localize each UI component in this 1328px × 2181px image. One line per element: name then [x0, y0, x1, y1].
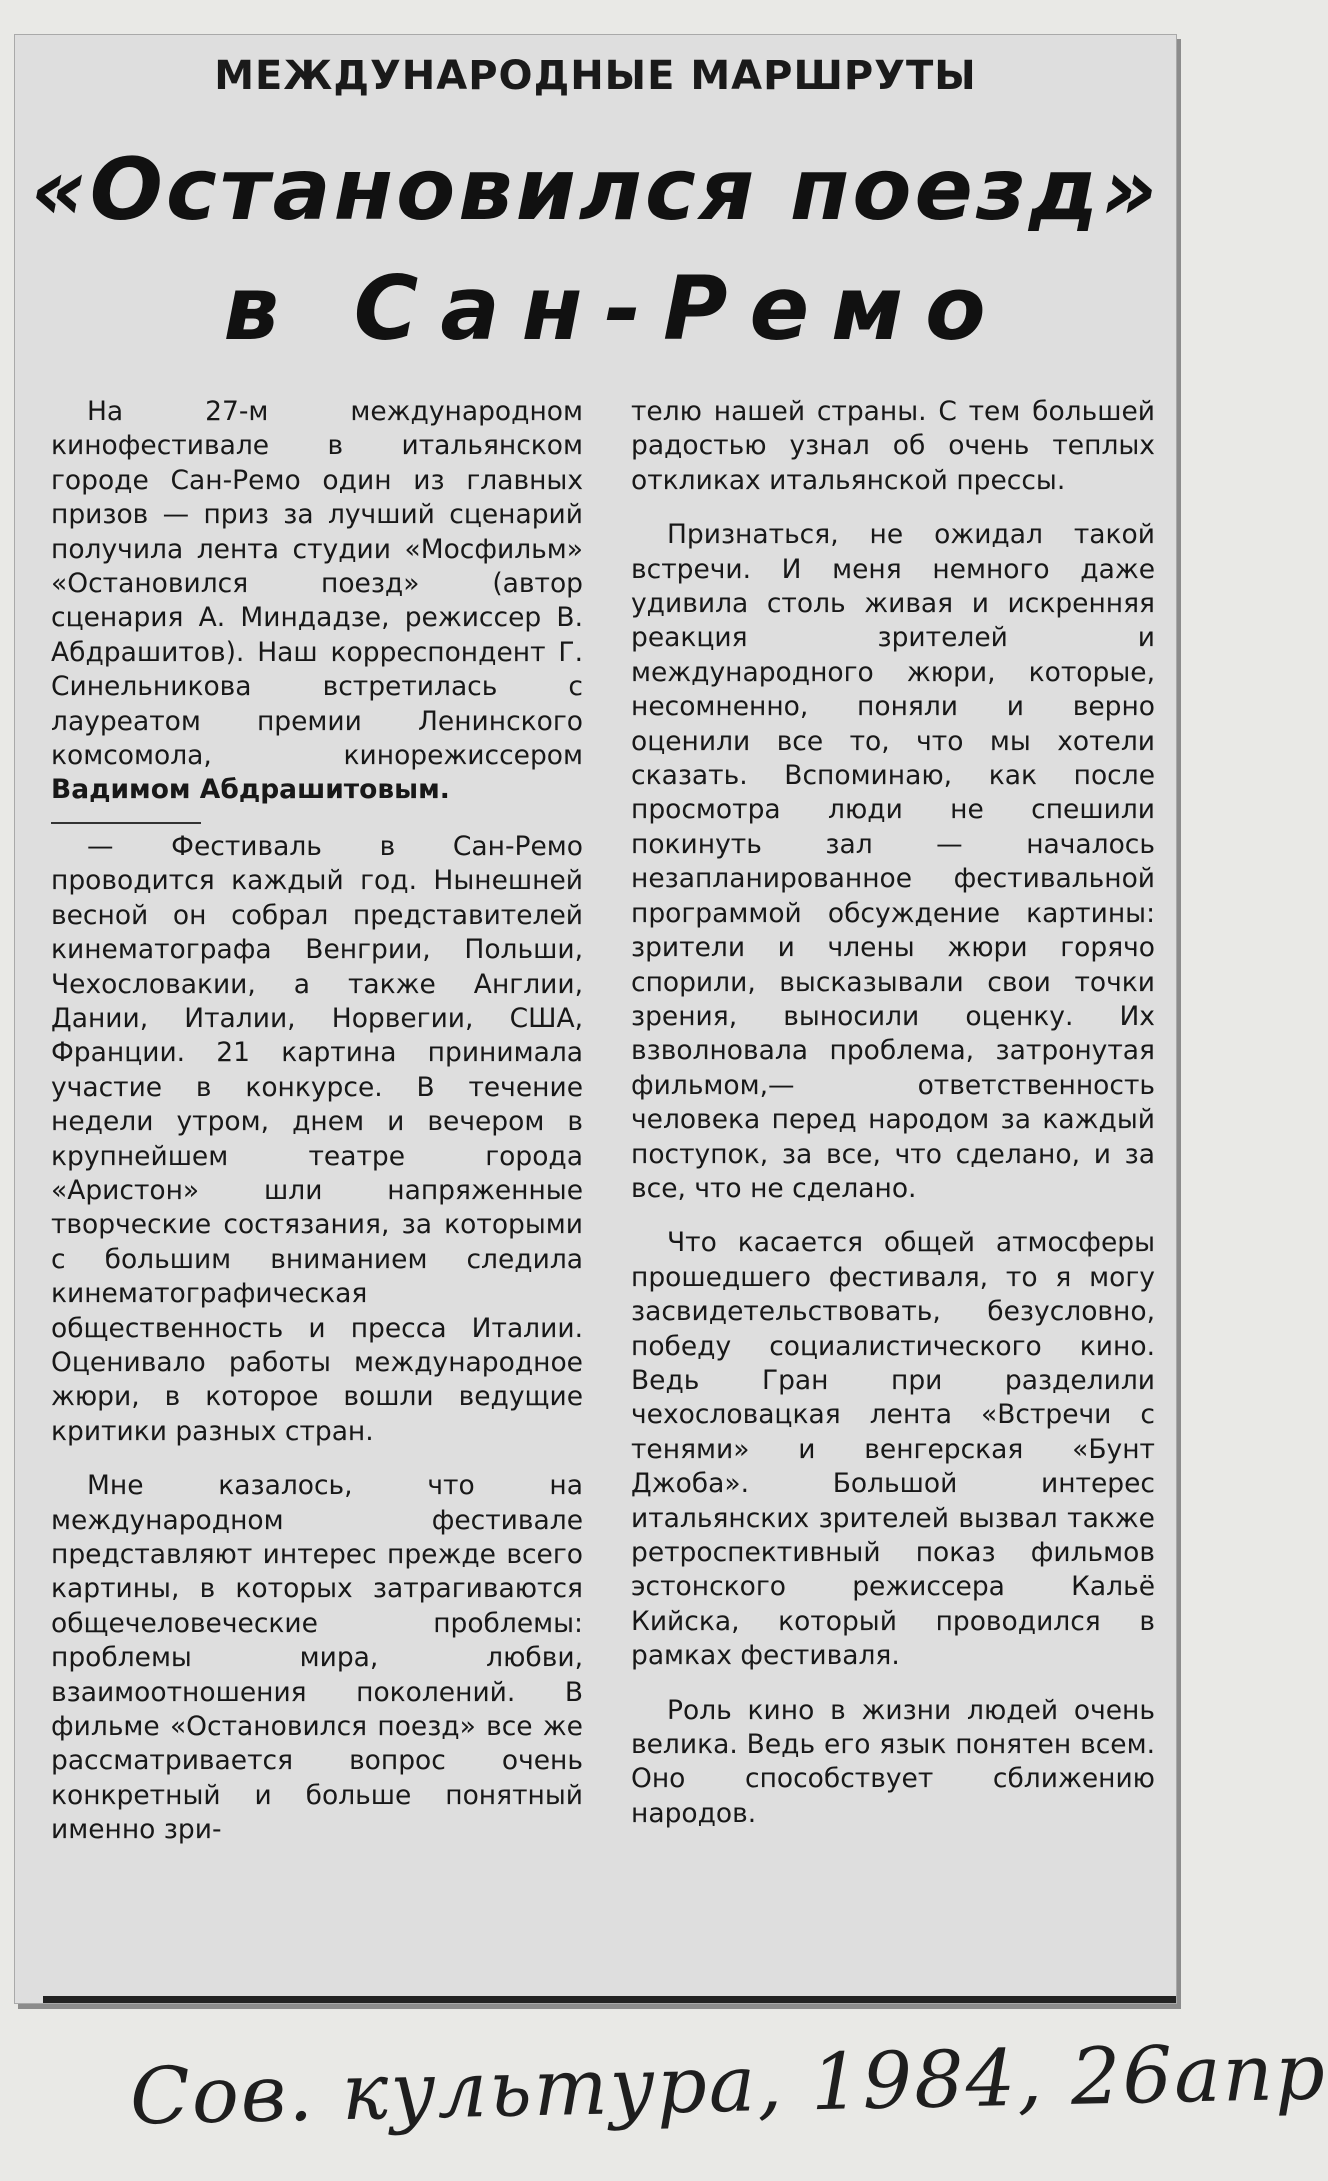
intro-paragraph [51, 395, 583, 808]
handwritten-source-note: Сов. культура, 1984, 26апр [129, 2027, 1328, 2143]
intro-divider [51, 822, 201, 824]
interviewee-name: Вадимом Абдрашитовым. [51, 774, 450, 806]
article-paragraph: Роль кино в жизни людей очень велика. Ведь его язык понятен всем. Оно способствует сближению народов. [631, 1694, 1155, 1829]
headline-line-2: в Сан-Ремо [223, 257, 1008, 360]
rubric-heading: МЕЖДУНАРОДНЫЕ МАРШРУТЫ [214, 53, 977, 99]
article-column-left [51, 395, 583, 1848]
headline-line-1: «Остановился поезд» [30, 140, 1161, 240]
article-paragraph: — Фестиваль в Сан-Ремо проводится каждый год. Нынешней весной он собрал представителей кинематографа Венгрии, Польши, Чехословакии, а также Англии, Дании, Италии, Норвегии, США, Франции. 21 картина принимала участие в конкурсе. В течение недели утром, днем и вечером в крупнейшем театре города «Аристон» шли напряженные творческие состязания, за которыми с большим вниманием следила кинематографическая общественность и пресса Италии. Оценивало работы международное жюри, в которое вошли ведущие критики разных стран. [51, 830, 583, 1447]
clipping-bottom-rule [43, 1996, 1176, 2003]
article-column-right [631, 395, 1155, 1831]
intro-text: На 27-м международном кинофестивале в итальянском городе Сан-Ремо один из главных призов — приз за лучший сценарий получила лента студии «Мосфильм» «Остановился поезд» (автор сценария А. Миндадзе, режиссер В. Абдрашитов). Наш корреспондент Г. Синельникова встретилась с лауреатом премии Ленинского комсомола, кинорежиссером [51, 396, 583, 772]
newspaper-clipping [14, 34, 1177, 2004]
article-paragraph: телю нашей страны. С тем большей радостью узнал об очень теплых откликах итальянской прессы. [631, 396, 1155, 496]
article-paragraph: Мне казалось, что на международном фестивале представляют интерес прежде всего картины, в которых затрагиваются общечеловеческие проблемы: проблемы мира, любви, взаимоотношения поколений. В фильме «Остановился поезд» все же рассматривается вопрос очень конкретный и больше понятный именно зри- [51, 1470, 583, 1846]
article-paragraph: Признаться, не ожидал такой встречи. И меня немного даже удивила столь живая и искренняя реакция зрителей и международного жюри, которые, несомненно, поняли и верно оценили все то, что мы хотели сказать. Вспоминаю, как после просмотра люди не спешили покинуть зал — началось незапланированное фестивальной программой обсуждение картины: зрители и члены жюри горячо спорили, высказывали свои точки зрения, выносили оценку. Их взволновала проблема, затронутая фильмом,— ответственность человека перед народом за каждый поступок, за все, что сделано, и за все, что не сделано. [631, 519, 1155, 1204]
article-paragraph: Что касается общей атмосферы прошедшего фестиваля, то я могу засвидетельствовать, безусловно, победу социалистического кино. Ведь Гран при разделили чехословацкая лента «Встречи с тенями» и венгерская «Бунт Джоба». Большой интерес итальянских зрителей вызвал также ретроспективный показ фильмов эстонского режиссера Кальё Кийска, который проводился в рамках фестиваля. [631, 1227, 1155, 1672]
